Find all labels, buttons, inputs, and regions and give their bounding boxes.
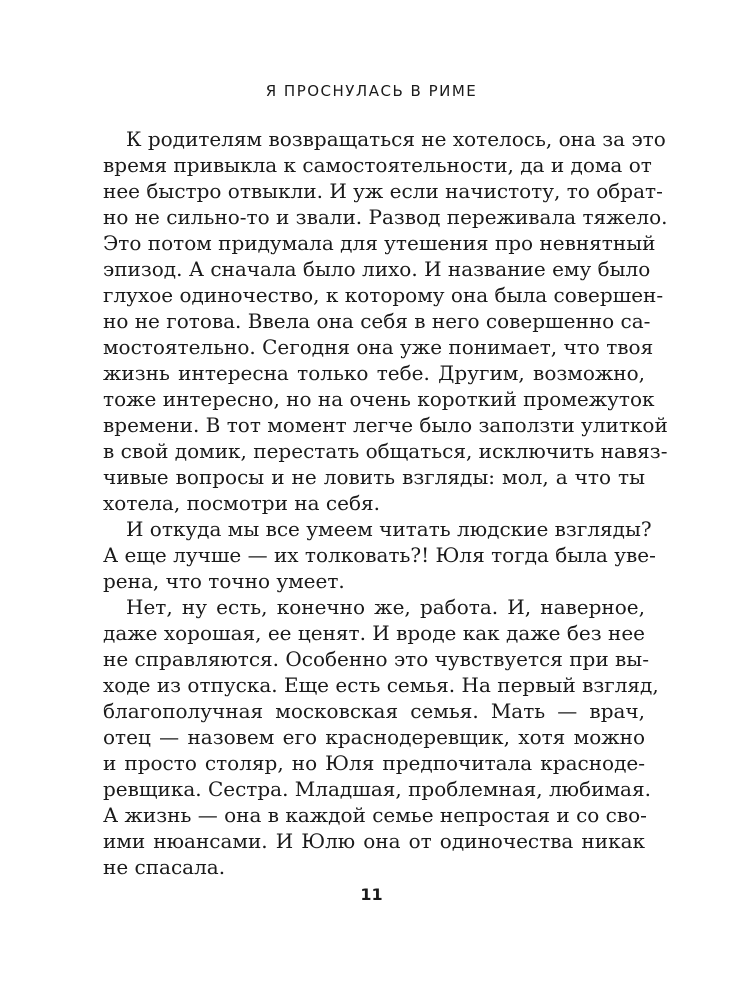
paragraph [103, 516, 656, 594]
text-line: но не готова. Ввела она себя в него совершенно са- [103, 309, 651, 333]
text-line: мостоятельно. Сегодня она уже понимает, что твоя [103, 335, 654, 359]
text-line: глухое одиночество, к которому она была совершен- [103, 283, 664, 307]
text-line: ходе из отпуска. Еще есть семья. На первый взгляд, [103, 673, 659, 697]
text-line: ревщика. Сестра. Младшая, проблемная, любимая. [103, 777, 651, 801]
text-line: И откуда мы все умеем читать людские взгляды? [126, 517, 652, 541]
text-line: благополучная московская семья. Мать — врач, [103, 699, 645, 723]
text-line: но не сильно-то и звали. Развод переживала тяжело. [103, 205, 668, 229]
text-line: ими нюансами. И Юлю она от одиночества никак [103, 829, 645, 853]
text-line: А жизнь — она в каждой семье непростая и со сво- [103, 803, 647, 827]
text-line: не справляются. Особенно это чувствуется при вы- [103, 647, 649, 671]
text-line: К родителям возвращаться не хотелось, она за это [126, 127, 666, 151]
paragraph [103, 126, 668, 516]
text-line: рена, что точно умеет. [103, 569, 345, 593]
text-line: отец — назовем его краснодеревщик, хотя можно [103, 725, 645, 749]
text-line: хотела, посмотри на себя. [103, 491, 380, 515]
text-line: время привыкла к самостоятельности, да и дома от [103, 153, 652, 177]
body-text [103, 126, 668, 880]
text-line: и просто столяр, но Юля предпочитала красноде- [103, 751, 645, 775]
text-line: эпизод. А сначала было лихо. И название ему было [103, 257, 651, 281]
page-number: 11 [360, 885, 383, 904]
text-line: Нет, ну есть, конечно же, работа. И, наверное, [126, 595, 645, 619]
text-line: чивые вопросы и не ловить взгляды: мол, а что ты [103, 465, 645, 489]
text-line: Это потом придумала для утешения про невнятный [103, 231, 656, 255]
running-head: Я ПРОСНУЛАСЬ В РИМЕ [265, 82, 478, 100]
text-line: А еще лучше — их толковать?! Юля тогда была уве- [103, 543, 656, 567]
text-line: жизнь интересна только тебе. Другим, возможно, [103, 361, 645, 385]
text-line: даже хорошая, ее ценят. И вроде как даже без нее [103, 621, 645, 645]
text-line: времени. В тот момент легче было заползти улиткой [103, 413, 668, 437]
text-line: нее быстро отвыкли. И уж если начистоту, то обрат- [103, 179, 663, 203]
text-line: тоже интересно, но на очень короткий промежуток [103, 387, 655, 411]
paragraph [103, 594, 659, 880]
text-line: не спасала. [103, 855, 226, 879]
text-line: в свой домик, перестать общаться, исключить навяз- [103, 439, 668, 463]
